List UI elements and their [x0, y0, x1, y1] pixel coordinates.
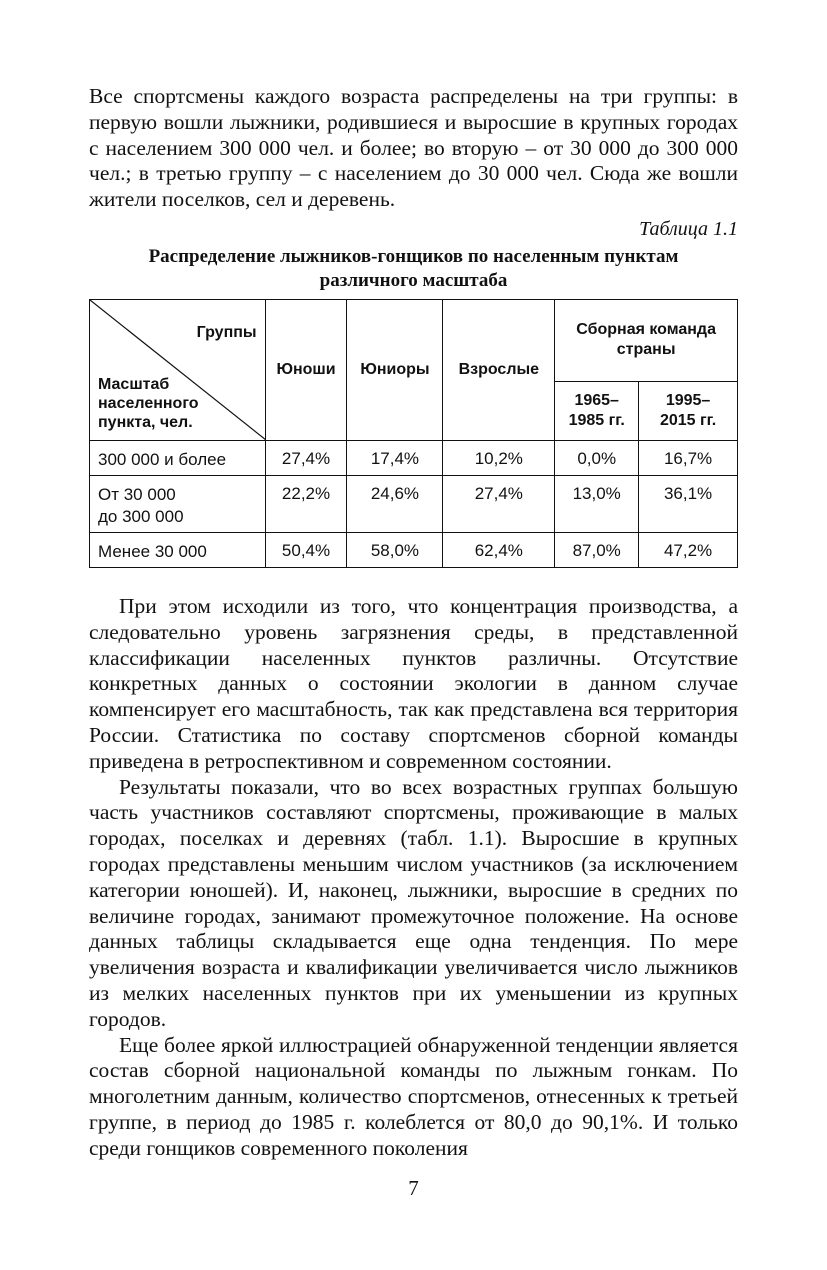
corner-groups-label: Группы: [196, 323, 257, 341]
cell-national-1995-2015: 47,2%: [639, 532, 738, 567]
cell-national-1965-1985: 13,0%: [555, 475, 639, 532]
header-youth: Юноши: [265, 299, 347, 440]
table-row: [90, 532, 738, 567]
table-title: [89, 245, 738, 293]
header-period-1965-1985: 1965– 1985 гг.: [555, 381, 639, 440]
cell-youth: 27,4%: [265, 440, 347, 475]
row-label: Менее 30 000: [90, 532, 266, 567]
table-title-line-1: Распределение лыжников-гонщиков по населенным пунктам: [148, 245, 679, 267]
paragraph-2: При этом исходили из того, что концентрация производства, а следовательно уровень загрязнения среды, в представленной классификации населенных пунктов различны. Отсутствие конкретных данных о состоянии экологии в данном случае компенсирует его масштабность, так как представлена вся территория России. Статистика по составу спортсменов сборной команды приведена в ретроспективном и современном состоянии.: [89, 593, 738, 773]
cell-adults: 62,4%: [443, 532, 555, 567]
cell-national-1965-1985: 87,0%: [555, 532, 639, 567]
cell-national-1995-2015: 36,1%: [639, 475, 738, 532]
paragraph-4: Еще более яркой иллюстрацией обнаруженной тенденции является состав сборной национальной команды по лыжным гонкам. По многолетним данным, количество спортсменов, отнесенных к третьей группе, в период до 1985 г. колеблется от 80,0 до 90,1%. И только среди гонщиков современного поколения: [89, 1032, 738, 1160]
table-label: Таблица 1.1: [639, 217, 738, 240]
table-row: [90, 475, 738, 532]
cell-national-1995-2015: 16,7%: [639, 440, 738, 475]
page-number: 7: [408, 1176, 419, 1200]
row-label: От 30 000 до 300 000: [90, 475, 266, 532]
corner-scale-label: Масштаб населенного пункта, чел.: [98, 375, 199, 431]
intro-paragraph: Все спортсмены каждого возраста распределены на три группы: в первую вошли лыжники, родившиеся и выросшие в крупных городах с населением 300 000 чел. и более; во вторую – от 30 000 до 300 000 чел.; в третью группу – с населением до 30 000 чел. Сюда же вошли жители поселков, сел и деревень.: [89, 84, 738, 212]
cell-juniors: 17,4%: [347, 440, 443, 475]
cell-adults: 10,2%: [443, 440, 555, 475]
distribution-table: [89, 299, 738, 568]
cell-national-1965-1985: 0,0%: [555, 440, 639, 475]
cell-youth: 50,4%: [265, 532, 347, 567]
table-row: [90, 440, 738, 475]
row-label: 300 000 и более: [90, 440, 266, 475]
header-period-1995-2015: 1995– 2015 гг.: [639, 381, 738, 440]
header-juniors: Юниоры: [347, 299, 443, 440]
table-title-line-2: различного масштаба: [319, 269, 508, 291]
cell-juniors: 24,6%: [347, 475, 443, 532]
cell-juniors: 58,0%: [347, 532, 443, 567]
paragraph-3: Результаты показали, что во всех возрастных группах большую часть участников составляют спортсмены, проживающие в малых городах, поселках и деревнях (табл. 1.1). Выросшие в крупных городах представлены меньшим числом участников (за исключением категории юношей). И, наконец, лыжники, выросшие в средних по величине городах, занимают промежуточное положение. На основе данных таблицы складывается еще одна тенденция. По мере увеличения возраста и квалификации увеличивается число лыжников из мелких населенных пунктов при их уменьшении из крупных городов.: [89, 774, 738, 1031]
table-header-row: [90, 299, 738, 381]
cell-youth: 22,2%: [265, 475, 347, 532]
corner-header-cell: [90, 299, 266, 440]
cell-adults: 27,4%: [443, 475, 555, 532]
header-national-team: Сборная команда страны: [555, 299, 738, 381]
header-adults: Взрослые: [443, 299, 555, 440]
page-content: [89, 84, 738, 1162]
